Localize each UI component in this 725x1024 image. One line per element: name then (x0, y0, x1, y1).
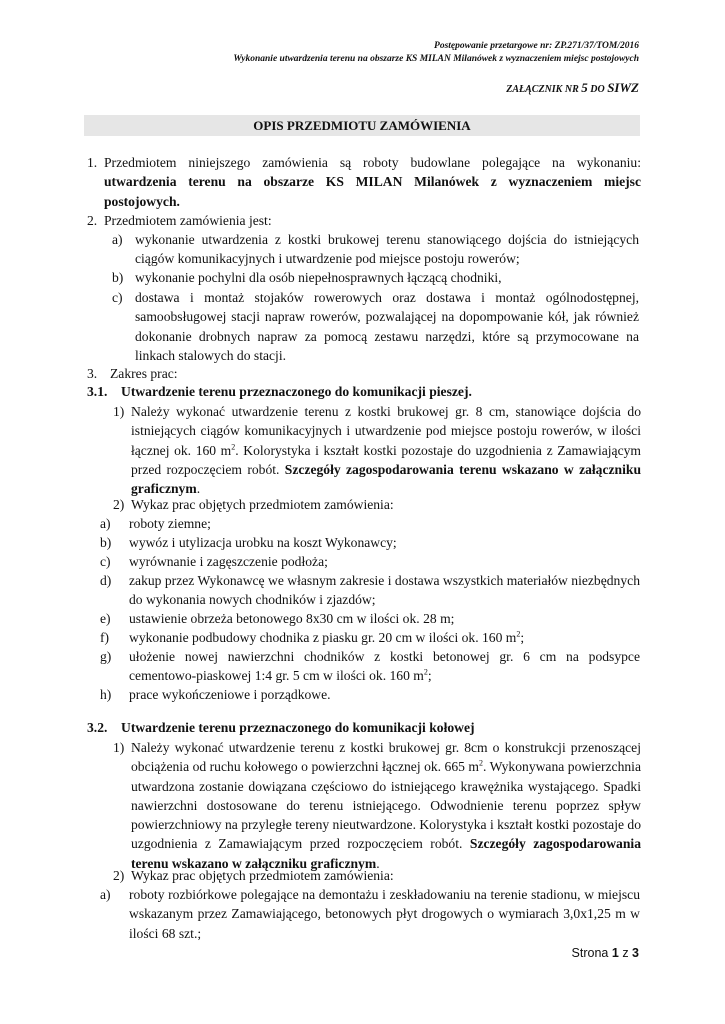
header-procurement-number: Postępowanie przetargowe nr: ZP.271/37/TOM/2016 (434, 41, 639, 51)
section-paragraph: Należy wykonać utwardzenie terenu z kostki brukowej gr. 8 cm, stanowiące dojścia do istniejących ciągów komunikacyjnych i utwardzenie pod miejsce postoju rowerów, w ilości łącznej ok. 160 $m^2$. Kolorystyka i kształt kostki pozostaje do uzgodnienia z Zamawiającym przed rozpoczęciem robót. Szczegóły zagospodarowania terenu wskazano w załączniku graficznym. (131, 404, 642, 497)
list-number: 1) (113, 740, 125, 755)
section-number: 3.1. (87, 384, 108, 399)
list-marker: a) (100, 887, 111, 902)
section-paragraph: Należy wykonać utwardzenie terenu z kostki brukowej gr. 8cm o konstrukcji przenoszącej obciążenia od ruchu kołowego o powierzchni łącznej ok. 665 $m^2$. Wykonywana powierzchnia utwardzona zostanie dowiązana częściowo do istniejącego krawężnika wystającego. Spadki nawierzchni dostosowane do terenu istniejącego. Odwodnienie terenu poprzez spływ powierzchniowy na przyległe tereny nieutwardzone. Kolorystyka i kształt kostki pozostaje do uzgodnienia z Zamawiającym przed rozpoczęciem robót. Szczegóły zagospodarowania terenu wskazano w załączniku graficznym. (131, 740, 641, 871)
list-marker: h) (100, 687, 112, 702)
list-marker: e) (100, 611, 111, 626)
list-item: wykonanie podbudowy chodnika z piasku gr. 20 cm w ilości ok. 160 $m^2$; (129, 629, 525, 645)
section-title: Utwardzenie terenu przeznaczonego do komunikacji pieszej. (121, 384, 472, 399)
list-marker: b) (112, 270, 124, 285)
list-number: 2) (113, 868, 125, 883)
section-paragraph: Wykaz prac objętych przedmiotem zamówienia: (131, 868, 394, 883)
page-number: Strona 1 z 3 (571, 946, 639, 960)
paragraph-2: Przedmiotem zamówienia jest: (104, 213, 272, 228)
list-marker: g) (100, 649, 112, 664)
header-project-title: Wykonanie utwardzenia terenu na obszarze KS MILAN Milanówek z wyznaczeniem miejsc postojowych (233, 54, 639, 64)
list-item: prace wykończeniowe i porządkowe. (129, 687, 331, 702)
list-item: dostawa i montaż stojaków rowerowych oraz dostawa i montaż ogólnodostępnej, samoobsługowej stacji napraw rowerów, pozwalającej na dopompowanie kół, jak również dokonanie drobnych napraw za pomocą zestawu narzędzi, które są przymocowane na linkach stalowych do stacji. (135, 290, 639, 363)
section-number: 3.2. (87, 720, 108, 735)
list-number: 1. (87, 155, 98, 170)
page-title: OPIS PRZEDMIOTU ZAMÓWIENIA (84, 115, 640, 136)
list-marker: c) (100, 554, 111, 569)
list-item: ustawienie obrzeża betonowego 8x30 cm w ilości ok. 28 m; (129, 611, 455, 626)
list-item: wykonanie pochylni dla osób niepełnosprawnych łączącą chodniki, (135, 270, 502, 285)
list-marker: f) (100, 630, 110, 645)
list-number: 2. (87, 213, 98, 228)
list-item: wywóz i utylizacja urobku na koszt Wykonawcy; (129, 535, 397, 550)
paragraph-1: Przedmiotem niniejszego zamówienia są roboty budowlane polegające na wykonaniu: utwardzenia terenu na obszarze KS MILAN Milanówek z wyznaczeniem miejsc postojowych. (104, 155, 641, 209)
list-marker: c) (112, 290, 123, 305)
list-item: wyrównanie i zagęszczenie podłoża; (129, 554, 328, 569)
section-title: Utwardzenie terenu przeznaczonego do komunikacji kołowej (121, 720, 475, 735)
list-item: roboty ziemne; (129, 516, 211, 531)
list-marker: b) (100, 535, 112, 550)
list-marker: a) (100, 516, 111, 531)
list-marker: d) (100, 573, 112, 588)
list-item: ułożenie nowej nawierzchni chodników z kostki betonowej gr. 6 cm na podsypce cementowo-piaskowej 1:4 gr. 5 cm w ilości ok. 160 $m^2$; (129, 649, 640, 684)
list-number: 3. (87, 366, 98, 381)
attachment-label: ZAŁĄCZNIK NR 5 DO SIWZ (506, 80, 639, 95)
section-paragraph: Wykaz prac objętych przedmiotem zamówienia: (131, 497, 394, 512)
paragraph-3: Zakres prac: (110, 366, 178, 381)
list-item: wykonanie utwardzenia z kostki brukowej terenu stanowiącego dojścia do istniejących ciągów komunikacyjnych i utwardzenie pod miejsce postoju rowerów; (135, 232, 639, 267)
list-marker: a) (112, 232, 123, 247)
list-item: roboty rozbiórkowe polegające na demontażu i zeskładowaniu na terenie stadionu, w miejscu wskazanym przez Zamawiającego, betonowych płyt drogowych o wymiarach 3,0x1,25 m w ilości 68 szt.; (129, 887, 640, 941)
list-item: zakup przez Wykonawcę we własnym zakresie i dostawa wszystkich materiałów niezbędnych do wykonania nowych chodników i zjazdów; (129, 573, 640, 608)
list-number: 2) (113, 497, 125, 512)
list-number: 1) (113, 404, 125, 419)
